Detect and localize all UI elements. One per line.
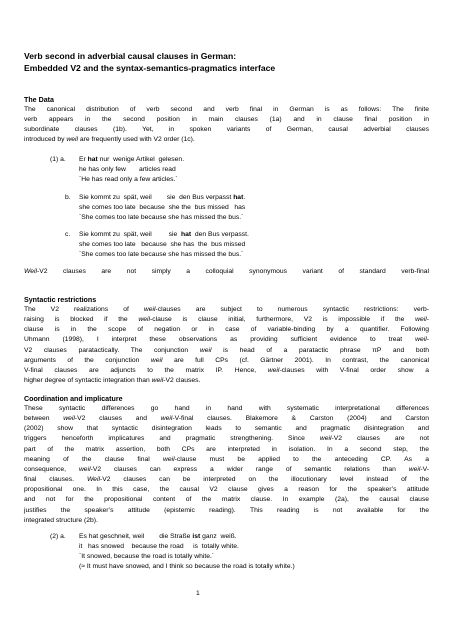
paragraph-line: clause is in the scope of negation or in case of variable-binding by a quantifier. Following — [24, 326, 429, 334]
paragraph-line: Weil-V2 clauses are not simply a colloquial synonymous variant of standard verb-final — [24, 268, 429, 275]
gloss-text: Es hat geschneit, weil die Straße — [79, 533, 193, 540]
paragraph-line: (2002) show that syntactic disintegration leads to semantic and pragmatic disintegration and — [24, 425, 429, 433]
translation-line: `She comes too late because she has missed the bus.´ — [79, 251, 244, 259]
gloss-text: den Bus verpasst. — [191, 231, 249, 238]
gloss-text: Er — [79, 156, 88, 163]
heading-syntactic-restrictions: Syntactic restrictions — [24, 296, 97, 304]
paragraph-line: triggers henceforth implicatures and pragmatic strengthening. Since weil-V2 clauses are not — [24, 435, 429, 443]
example-1a — [79, 155, 184, 185]
finite-verb: hat — [87, 156, 98, 163]
finite-verb: hat — [233, 194, 244, 201]
paraphrase-line: (≈ It must have snowed, and I think so because the road is totally white.) — [79, 563, 295, 571]
translation-line: `He has read only a few articles.´ — [79, 176, 178, 184]
paragraph-line: introduced by weil are frequently used with V2 order (1c). — [24, 136, 195, 144]
paragraph-line: final clauses. Weil-V2 clauses can be interpreted on the illocutionary level instead of the — [24, 476, 429, 484]
heading-the-data: The Data — [24, 96, 54, 104]
paragraph-line: verb appears in the second position in main clauses (1a) and in clause final position in — [24, 116, 429, 124]
paragraph-the-data — [24, 105, 429, 146]
paragraph-line: meaning of the clause final weil-clause must be applied to the anteceding CP. As a — [24, 455, 429, 463]
paragraph-syntactic-restrictions — [24, 305, 429, 386]
title-line-1: Verb second in adverbial causal clauses in German: — [24, 51, 237, 61]
paragraph-line: consequence, weil-V2 clauses can express a wider range of semantic relations than weil-V- — [24, 465, 429, 473]
heading-coordination-implicature: Coordination and implicature — [24, 395, 123, 403]
gloss-line: it has snowed because the road is totally white. — [79, 543, 239, 551]
translation-line: `It snowed, because the road is totally white.´ — [79, 553, 215, 561]
example-1c-label: c. — [65, 231, 71, 238]
paragraph-line: and not for the propositional content of the matrix clause. In example (2a), the causal clause — [24, 496, 429, 504]
example-2-label: (2) a. — [50, 533, 66, 540]
paragraph-line: V-final clauses are adjuncts to the matrix IP. Hence, weil-clauses with V-final order show a — [24, 366, 429, 374]
translation-line: `She comes too late because she has missed the bus.´ — [79, 214, 244, 222]
title-line-2: Embedded V2 and the syntax-semantics-pragmatics interface — [24, 62, 276, 73]
page-number: 1 — [196, 590, 200, 597]
paragraph-weil-v2 — [24, 267, 429, 277]
paragraph-line: justifies the speaker’s attitude (epistemic reading). This reading is not available for the — [24, 506, 429, 514]
paragraph-line: Uhmann (1998), I interpret these observations as providing sufficient evidence to treat weil- — [24, 336, 429, 344]
document-title — [24, 51, 275, 74]
paragraph-line: part of the matrix assertion, both CPs are interpreted in isolation. In a second step, the — [24, 445, 429, 453]
paragraph-line: integrated structure (2b). — [24, 516, 98, 524]
gloss-text: . — [243, 194, 246, 201]
paragraph-line: higher degree of syntactic integration than weil-V2 clauses. — [24, 377, 201, 385]
gloss-text: ganz weiß. — [200, 533, 237, 540]
gloss-line: he has only few articles read — [79, 166, 176, 174]
paragraph-line: subordinate clauses (1b). Yet, in spoken variants of German, causal adverbial clauses — [24, 126, 429, 134]
paragraph-line: These syntactic differences go hand in hand with systematic interpretational differences — [24, 405, 429, 412]
paragraph-line: propositional one. In this case, the causal V2 clause gives a reason for the speaker’s attitude — [24, 486, 429, 494]
example-1-label: (1) a. — [50, 156, 66, 163]
gloss-text: Sie kommt zu spät, weil sie — [79, 231, 182, 238]
paragraph-line: V2 clauses paratactically. The conjunction weil is head of a paratactic phrase πP and both — [24, 346, 429, 354]
gloss-line: she comes too late because she the bus missed has — [79, 204, 246, 212]
paragraph-coordination-implicature — [24, 404, 429, 526]
example-1b-label: b. — [65, 194, 71, 201]
example-1b — [79, 193, 245, 223]
paragraph-line: arguments of the conjunction weil are full CPs (cf. Gärtner 2001). In contrast, the canonical — [24, 356, 429, 364]
finite-verb: hat — [181, 231, 192, 238]
gloss-text: Sie kommt zu spät, weil sie den Bus verpasst — [79, 194, 234, 201]
example-2a — [79, 532, 295, 573]
example-1c — [79, 230, 249, 260]
paragraph-line: The V2 realizations of weil-clauses are subject to numerous syntactic restrictions: verb- — [24, 306, 429, 313]
paragraph-line: The canonical distribution of verb second and verb final in German is as follows: The finite — [24, 106, 429, 113]
paragraph-line: between weil-V2 clauses and weil-V-final clauses. Blakemore & Carston (2004) and Carston — [24, 415, 429, 423]
gloss-text: nur wenige Artikel gelesen. — [97, 156, 185, 163]
finite-verb: ist — [192, 533, 201, 540]
gloss-line: she comes too late because she has the bus missed — [79, 241, 246, 249]
paragraph-line: raising is blocked if the weil-clause is clause initial, furthermore, V2 is impossible if the weil- — [24, 316, 429, 324]
